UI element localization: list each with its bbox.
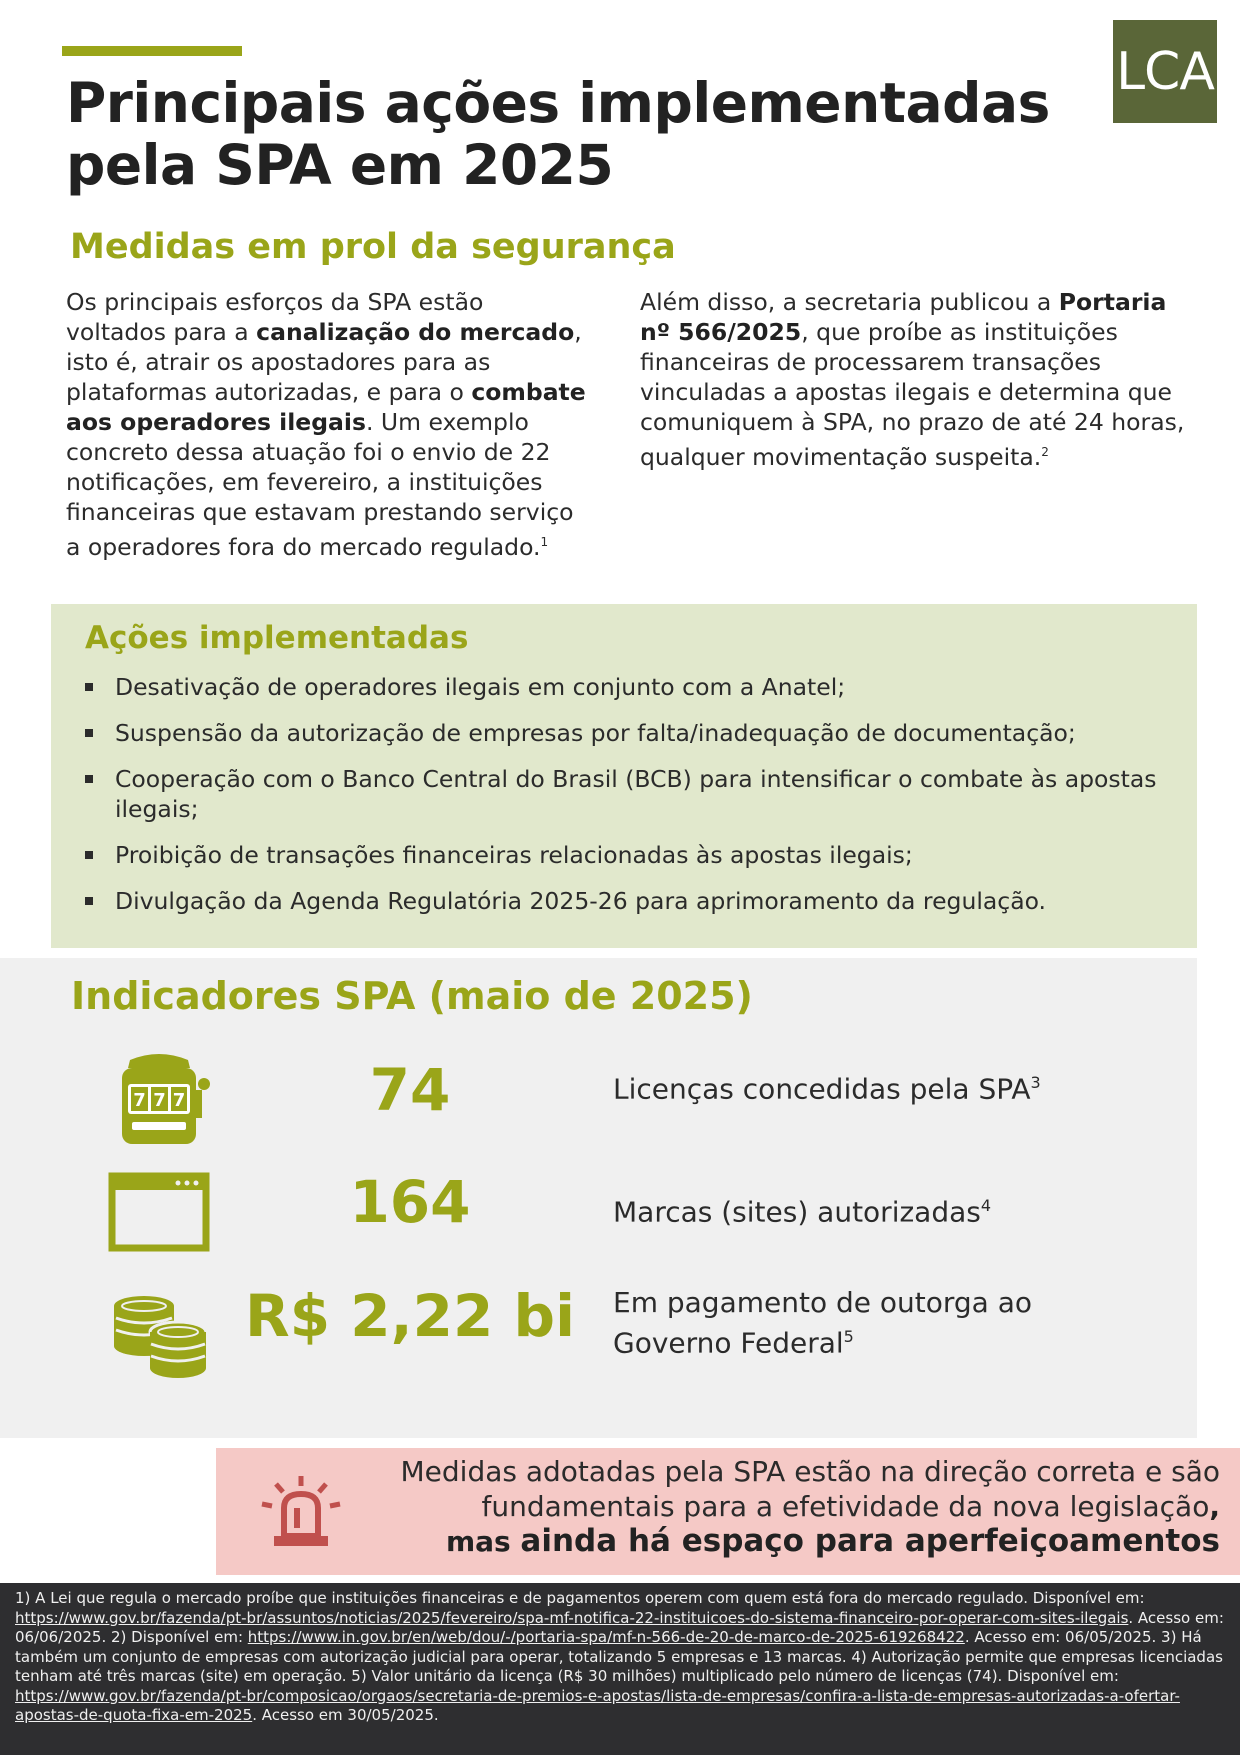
alert-line-2a: mas [445,1525,521,1558]
alert-message [360,1454,1220,1559]
alert-line-1: Medidas adotadas pela SPA estão na direção correta e são fundamentais para a efetividade da nova legislação [400,1455,1220,1523]
list-item [85,886,1185,916]
alert-comma: , [1209,1490,1220,1523]
svg-text:7: 7 [153,1090,166,1111]
footnote-ref-1: 1 [540,535,549,549]
footnote-ref-3: 3 [1030,1073,1041,1092]
actions-list [85,672,1185,932]
lca-logo [1113,20,1217,123]
right-text-1: Além disso, a secretaria publicou a [640,288,1059,316]
indicator-label-text: Licenças concedidas pela SPA [613,1072,1031,1106]
list-item [85,672,1185,702]
indicator-label [613,1286,1073,1360]
footnote-text-1: 1) A Lei que regula o mercado proíbe que instituições financeiras e de pagamentos operem com quem está fora do mercado regulado. Disponível em: [15,1589,1145,1607]
list-item-text: Cooperação com o Banco Central do Brasil (BCB) para intensificar o combate às apostas ilegais; [115,765,1157,823]
indicator-value: 74 [369,1056,451,1124]
bullet-icon [85,683,93,691]
right-text-2: , que proíbe as instituições financeiras de processarem transações vinculadas a apostas ilegais e determina que comuniquem à SPA, no prazo de até 24 horas, qualquer movimentação suspeita. [640,318,1185,471]
indicator-value: R$ 2,22 bi [245,1282,575,1350]
bullet-icon [85,851,93,859]
indicators-panel [0,958,1197,1438]
list-item [85,764,1185,824]
list-item-text: Proibição de transações financeiras relacionadas às apostas ilegais; [115,841,913,869]
actions-heading: Ações implementadas [85,620,469,656]
list-item-text: Divulgação da Agenda Regulatória 2025-26 para aprimoramento da regulação. [115,887,1047,915]
svg-text:7: 7 [172,1090,186,1111]
left-bold-1: canalização do mercado [256,318,575,346]
left-bold-2: combate aos operadores ilegais [66,378,586,436]
list-item [85,840,1185,870]
indicator-value: 164 [349,1168,471,1236]
alert-line-2b: ainda há espaço para aperfeiçoamentos [520,1523,1220,1559]
security-left-paragraph [66,287,586,562]
right-bold-1: Portaria nº 566/2025 [640,288,1167,346]
list-item [85,718,1185,748]
footnote-text-3: . Acesso em: 06/05/2025. 3) Há também um conjunto de empresas com autorização judicial para operar, totalizando 5 empresas e 13 marcas. 4) Autorização permite que empresas licenciadas tenham até três marcas (site) em operação. 5) Valor unitário da licença (R$ 30 milhões) multiplicado pelo número de licenças (74). Disponível em: [15,1628,1223,1685]
bullet-icon [85,729,93,737]
alert-callout [216,1448,1240,1575]
indicator-brands [0,1168,1197,1294]
footnote-link-1[interactable]: https://www.gov.br/fazenda/pt-br/assuntos/noticias/2025/fevereiro/spa-mf-notifica-22-instituicoes-do-sistema-financeiro-por-operar-com-sites-ilegais [15,1608,1129,1627]
logo-text: LCA [1116,41,1214,102]
footnote-text-4: . Acesso em 30/05/2025. [252,1706,439,1724]
indicator-payment [0,1282,1197,1412]
footnote-link-2[interactable]: https://www.in.gov.br/en/web/dou/-/portaria-spa/mf-n-566-de-20-de-marco-de-2025-619268422 [247,1628,965,1646]
indicator-label [613,1066,1073,1106]
svg-text:7: 7 [133,1090,146,1111]
left-text-3: . Um exemplo concreto dessa atuação foi o envio de 22 notificações, em fevereiro, a instituições financeiras que estavam prestando serviço a operadores fora do mercado regulado. [66,408,574,561]
indicator-label-text: Marcas (sites) autorizadas [613,1195,981,1229]
accent-bar [62,46,242,56]
security-right-paragraph [640,287,1200,472]
indicator-label [613,1189,1073,1229]
footnotes-text [15,1589,1230,1726]
footnote-ref-4: 4 [980,1196,992,1215]
actions-panel [51,604,1197,948]
browser-window-icon [108,1158,210,1258]
slot-machine-icon [108,1050,210,1150]
security-heading: Medidas em prol da segurança [70,227,676,267]
footnotes-panel [0,1583,1240,1755]
left-text-1: Os principais esforços da SPA estão voltados para a [66,288,484,346]
list-item-text: Desativação de operadores ilegais em conjunto com a Anatel; [115,673,846,701]
footnote-ref-5: 5 [843,1327,854,1346]
indicator-label-text: Em pagamento de outorga ao Governo Federal [613,1286,1033,1360]
footnote-link-3[interactable]: https://www.gov.br/fazenda/pt-br/composicao/orgaos/secretaria-de-premios-e-apostas/lista-de-empresas/confira-a-lista-de-empresas-autorizadas-a-ofertar-apostas-de-quota-fixa-em-2025 [15,1686,1180,1724]
list-item-text: Suspensão da autorização de empresas por falta/inadequação de documentação; [115,719,1076,747]
footnote-text-2: . Acesso em: 06/06/2025. 2) Disponível em: [15,1608,1224,1646]
left-text-2: , isto é, atrair os apostadores para as plataformas autorizadas, e para o [66,318,582,406]
indicator-licenses [0,1050,1197,1150]
page-title: Principais ações implementadas pela SPA em 2025 [66,71,1050,197]
bullet-icon [85,897,93,905]
siren-icon [260,1474,342,1552]
footnote-ref-2: 2 [1041,445,1049,459]
bullet-icon [85,775,93,783]
coins-icon [108,1282,210,1382]
indicators-heading: Indicadores SPA (maio de 2025) [71,974,753,1018]
